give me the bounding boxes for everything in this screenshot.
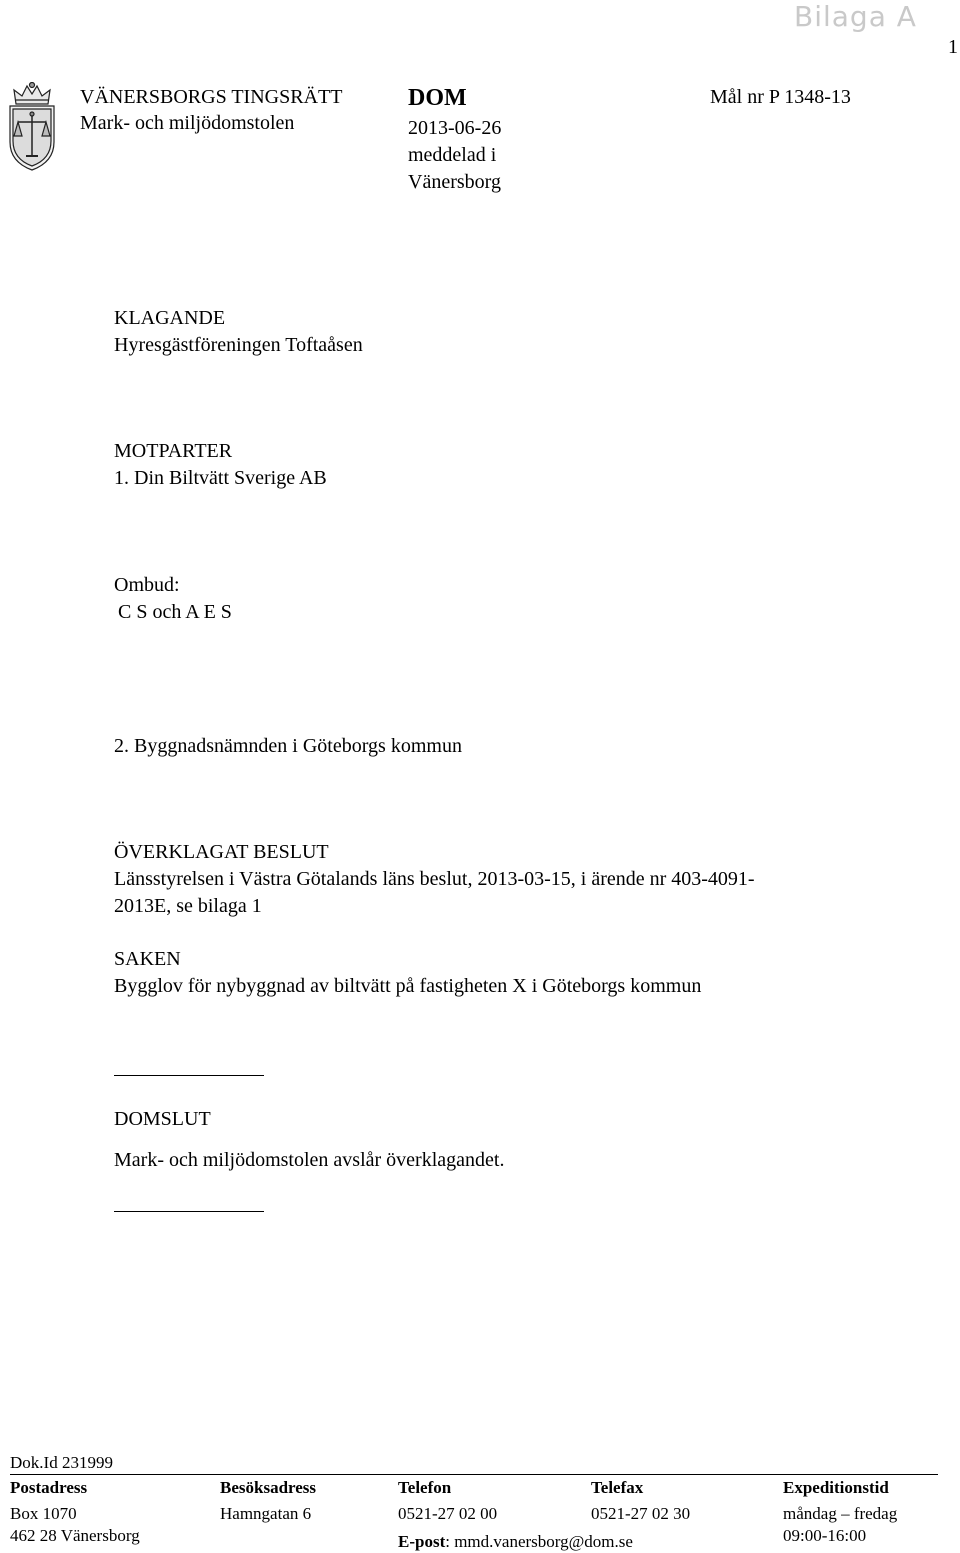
domslut-bottom-rule	[114, 1211, 264, 1212]
footer-expeditionstid-hours: 09:00-16:00	[783, 1526, 867, 1545]
ombud-names: C S och A E S	[118, 601, 232, 623]
domslut-top-rule	[114, 1075, 264, 1076]
bilaga-watermark: Bilaga A	[794, 0, 917, 33]
klagande-heading: KLAGANDE	[114, 307, 226, 329]
issued-line2: Vänersborg	[408, 171, 501, 193]
footer-epost-address: : mmd.vanersborg@dom.se	[445, 1532, 633, 1551]
overklagat-heading: ÖVERKLAGAT BESLUT	[114, 841, 329, 863]
court-division: Mark- och miljödomstolen	[80, 112, 295, 134]
footer-telefax-label: Telefax	[591, 1478, 644, 1497]
footer-postadress-line2: 462 28 Vänersborg	[10, 1526, 140, 1545]
case-number: Mål nr P 1348-13	[710, 86, 851, 108]
page-number: 1	[948, 36, 958, 58]
saken-heading: SAKEN	[114, 948, 181, 970]
court-name: VÄNERSBORGS TINGSRÄTT	[80, 86, 343, 108]
footer-expeditionstid-days: måndag – fredag	[783, 1504, 898, 1523]
issued-line1: meddelad i	[408, 144, 497, 166]
footer-postadress-label: Postadress	[10, 1478, 88, 1497]
footer-epost-label: E-post	[398, 1532, 446, 1551]
dok-id: Dok.Id 231999	[10, 1453, 113, 1472]
motpart-2: 2. Byggnadsnämnden i Göteborgs kommun	[114, 735, 462, 757]
overklagat-line1: Länsstyrelsen i Västra Götalands läns beslut, 2013-03-15, i ärende nr 403-4091-	[114, 868, 755, 890]
footer-postadress-line1: Box 1070	[10, 1504, 77, 1523]
saken-text: Bygglov för nybyggnad av biltvätt på fastigheten X i Göteborgs kommun	[114, 975, 702, 997]
footer-rule	[10, 1474, 938, 1475]
footer-besoksadress: Hamngatan 6	[220, 1504, 312, 1523]
motpart-1: 1. Din Biltvätt Sverige AB	[114, 467, 327, 489]
court-crest-icon	[2, 82, 62, 174]
footer-telefax: 0521-27 02 30	[591, 1504, 691, 1523]
footer-epost	[398, 1531, 633, 1553]
domslut-text: Mark- och miljödomstolen avslår överklagandet.	[114, 1149, 505, 1171]
motparter-heading: MOTPARTER	[114, 440, 233, 462]
ombud-label: Ombud:	[114, 574, 180, 596]
footer-telefon-label: Telefon	[398, 1478, 452, 1497]
overklagat-line2: 2013E, se bilaga 1	[114, 895, 262, 917]
footer-telefon: 0521-27 02 00	[398, 1504, 498, 1523]
domslut-heading: DOMSLUT	[114, 1108, 211, 1130]
doc-type: DOM	[408, 85, 467, 111]
footer-expeditionstid-label: Expeditionstid	[783, 1478, 889, 1497]
footer-besoksadress-label: Besöksadress	[220, 1478, 317, 1497]
doc-date: 2013-06-26	[408, 117, 502, 139]
klagande-name: Hyresgästföreningen Toftaåsen	[114, 334, 363, 356]
